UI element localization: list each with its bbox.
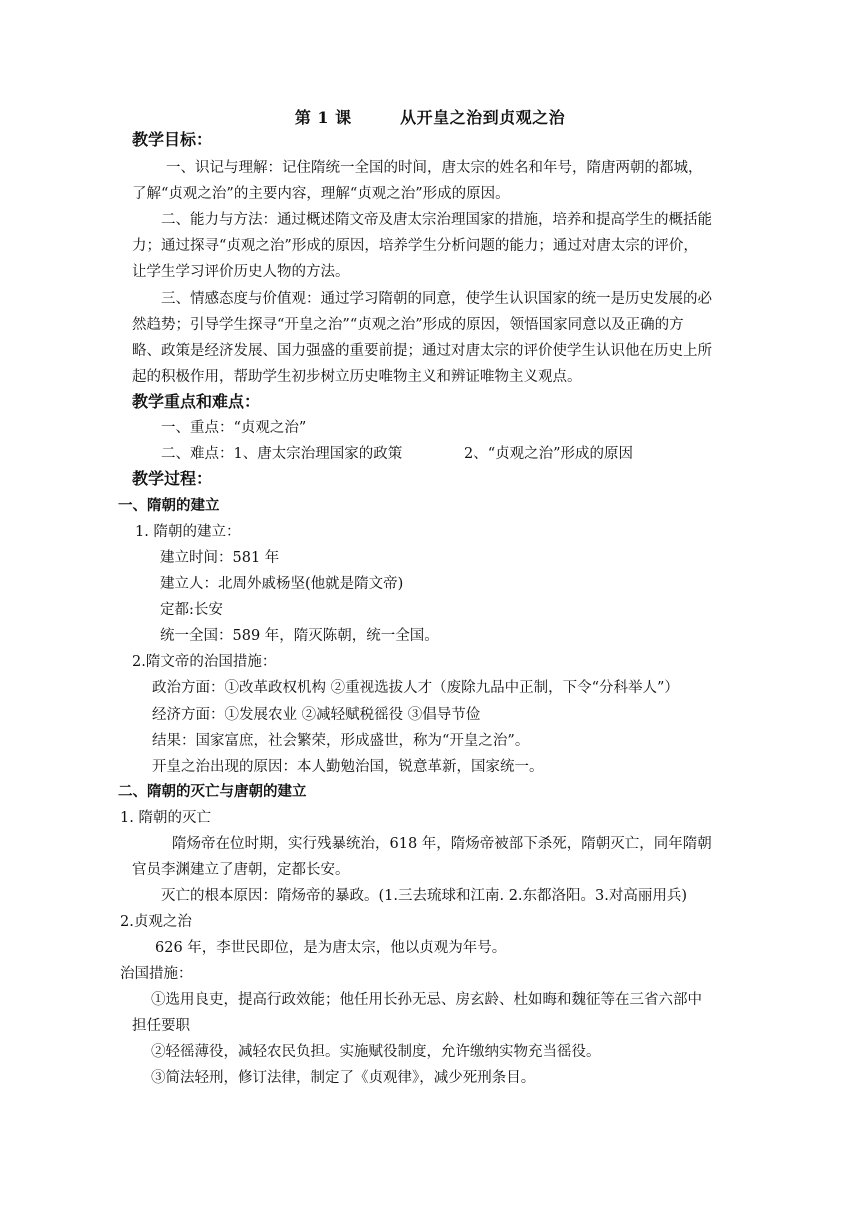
goal-3-line-1: 三、情感态度与价值观：通过学习隋朝的同意，使学生认识国家的统一是历史发展的必 bbox=[161, 291, 712, 307]
goal-1-line-1: 一、识记与理解：记住隋统一全国的时间，唐太宗的姓名和年号，隋唐两朝的都城， bbox=[166, 160, 703, 176]
goals-heading: 教学目标： bbox=[132, 130, 213, 149]
accession: 626 年，李世民即位，是为唐太宗，他以贞观为年号。 bbox=[155, 940, 507, 956]
economic-measures: 经济方面：①发展农业 ②减轻赋税徭役 ③倡导节俭 bbox=[152, 707, 481, 723]
goal-2-line-3: 让学生学习评价历史人物的方法。 bbox=[132, 264, 350, 280]
founder: 建立人：北周外戚杨坚(他就是隋文帝) bbox=[160, 576, 404, 592]
fall-line-2: 官员李渊建立了唐朝，定都长安。 bbox=[132, 862, 350, 878]
section-1-heading: 一、隋朝的建立 bbox=[118, 497, 220, 514]
measure-2: ②轻徭薄役，减轻农民负担。实施赋役制度，允许缴纳实物充当徭役。 bbox=[151, 1044, 601, 1060]
section-2-point-1: 1. 隋朝的灭亡 bbox=[120, 810, 211, 826]
lesson-title: 第 1 课 从开皇之治到贞观之治 bbox=[294, 108, 566, 127]
section-1-point-2: 2.隋文帝的治国措施： bbox=[132, 654, 277, 670]
fall-line-1: 隋炀帝在位时期，实行残暴统治，618 年，隋炀帝被部下杀死，隋朝灭亡，同年隋朝 bbox=[172, 836, 712, 852]
goal-1-line-2: 了解“贞观之治”的主要内容，理解“贞观之治”形成的原因。 bbox=[132, 186, 510, 202]
goal-3-line-4: 起的积极作用，帮助学生初步树立历史唯物主义和辨证唯物主义观点。 bbox=[132, 369, 582, 385]
unification: 统一全国：589 年，隋灭陈朝，统一全国。 bbox=[160, 628, 439, 644]
process-heading: 教学过程： bbox=[132, 469, 213, 488]
goal-2-line-2: 力；通过探寻“贞观之治”形成的原因，培养学生分析问题的能力；通过对唐太宗的评价， bbox=[132, 238, 698, 254]
section-1-point-1: 1. 隋朝的建立： bbox=[135, 524, 241, 540]
goal-3-line-2: 然趋势；引导学生探寻“开皇之治”“贞观之治”形成的原因，领悟国家同意以及正确的方 bbox=[132, 317, 684, 333]
result: 结果：国家富庶，社会繁荣，形成盛世，称为“开皇之治”。 bbox=[152, 733, 530, 749]
goal-2-line-1: 二、能力与方法：通过概述隋文帝及唐太宗治理国家的措施，培养和提高学生的概括能 bbox=[161, 212, 712, 228]
section-2-point-2: 2.贞观之治 bbox=[120, 914, 192, 930]
political-measures: 政治方面：①改革政权机构 ②重视选拔人才（废除九品中正制，下令“分科举人”） bbox=[152, 680, 679, 696]
section-2-heading: 二、隋朝的灭亡与唐朝的建立 bbox=[118, 783, 307, 800]
keypoints-heading: 教学重点和难点： bbox=[132, 392, 261, 411]
measure-1-line-1: ①选用良吏，提高行政效能；他任用长孙无忌、房玄龄、杜如晦和魏征等在三省六部中 bbox=[151, 992, 702, 1008]
difficult-point-1: 二、难点：1、唐太宗治理国家的政策 bbox=[161, 446, 403, 462]
kaihuang-reason: 开皇之治出现的原因：本人勤勉治国，锐意革新，国家统一。 bbox=[152, 759, 544, 775]
measure-1-line-2: 担任要职 bbox=[132, 1018, 190, 1034]
goal-3-line-3: 略、政策是经济发展、国力强盛的重要前提；通过对唐太宗的评价使学生认识他在历史上所 bbox=[132, 343, 712, 359]
capital: 定都:长安 bbox=[160, 602, 223, 618]
difficult-point-2: 2、“贞观之治”形成的原因 bbox=[464, 446, 634, 462]
root-cause: 灭亡的根本原因：隋炀帝的暴政。(1.三去琉球和江南. 2.东都洛阳。3.对高丽用兵) bbox=[161, 888, 688, 904]
measure-3: ③简法轻刑，修订法律，制定了《贞观律》，减少死刑条目。 bbox=[151, 1070, 536, 1086]
key-point: 一、重点：“贞观之治” bbox=[161, 420, 307, 436]
founding-time: 建立时间：581 年 bbox=[160, 550, 280, 566]
measures-heading: 治国措施： bbox=[120, 966, 193, 982]
